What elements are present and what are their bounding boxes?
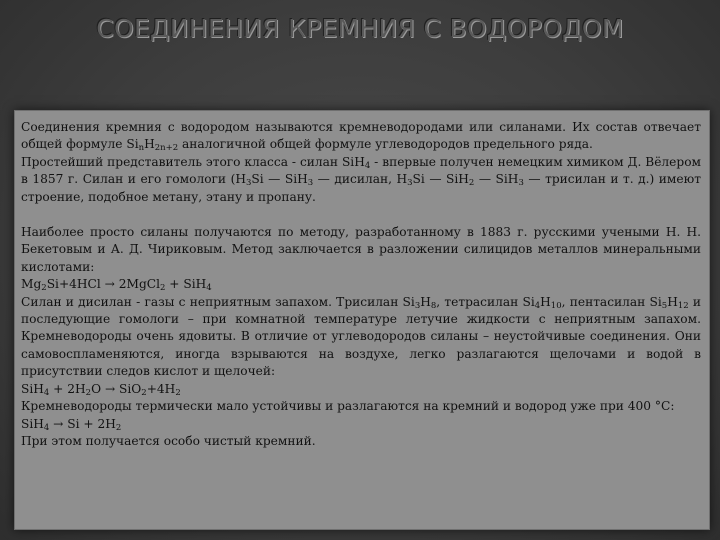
text-run: Mg <box>21 277 42 292</box>
subscript: 2 <box>175 387 181 398</box>
text-run: Si+4HCl → 2MgCl <box>46 277 160 292</box>
paragraph-definition <box>21 119 701 154</box>
text-run: H <box>420 294 431 309</box>
text-run: Силан и дисилан - газы с неприятным запахом. Трисилан Si <box>21 294 415 309</box>
text-run: Si — SiH <box>251 172 308 187</box>
subscript: 2 <box>468 178 475 189</box>
subscript: 2 <box>115 422 122 433</box>
subscript: 4 <box>206 283 212 294</box>
paragraph-silane-history <box>21 154 701 206</box>
text-run: H <box>540 294 551 309</box>
text-run: Соединения кремния с водородом называются кремневодородами или силанами. Их состав отвечает общей формуле Si <box>21 120 701 152</box>
slide-title: СОЕДИНЕНИЯ КРЕМНИЯ С ВОДОРОДОМ <box>96 14 624 43</box>
subscript: 4 <box>43 422 50 433</box>
text-run: - впервые получен немецким химиком Д. Вёлером в 1857 г. Силан и его гомологи (H <box>21 154 702 187</box>
text-run: O → SiO <box>91 381 142 396</box>
subscript: 3 <box>245 178 252 189</box>
equation-decomposition <box>21 416 701 433</box>
text-run: H <box>144 137 155 152</box>
subscript: n <box>138 143 145 154</box>
subscript: 4 <box>534 300 541 311</box>
body-text <box>21 119 701 450</box>
text-run: — SiH <box>474 172 519 187</box>
text-run: и последующие гомологи – при комнатной температуре летучие жидкости с неприятным запахом. Кремневодороды очень ядовиты. В отличие от углеводородов силаны – неустойчивые соединения. Они самовоспламеняются, иногда взрываются на воздухе, легко разлагаются щелочами и водой в присутствии следов кислот и щелочей: <box>21 294 702 379</box>
subscript: 5 <box>661 300 668 311</box>
text-run: SiH <box>21 381 44 396</box>
text-run: Простейший представитель этого класса - силан SiH <box>21 154 365 169</box>
text-run: — дисилан, H <box>313 172 408 187</box>
subscript: 2 <box>160 283 166 294</box>
text-run: SiH <box>21 416 44 431</box>
subscript: 8 <box>430 300 437 311</box>
paragraph-method: Наиболее просто силаны получаются по методу, разработанному в 1883 г. русскими учеными Н. Н. Бекетовым и А. Д. Чириковым. Метод заключается в разложении силицидов металлов минеральными кислотами: <box>21 225 701 274</box>
subscript: 2 <box>141 387 147 398</box>
subscript: 4 <box>364 160 371 171</box>
subscript: 3 <box>518 178 524 189</box>
text-run: → Si + 2H <box>49 416 116 431</box>
paragraph-gap <box>21 206 701 224</box>
subscript: 4 <box>43 387 50 398</box>
subscript: 2 <box>85 387 92 398</box>
subscript: 3 <box>407 178 413 189</box>
paragraph-properties <box>21 294 701 381</box>
subscript: 12 <box>677 300 689 311</box>
text-run: , тетрасилан Si <box>436 294 535 309</box>
subscript: 2n+2 <box>154 143 179 154</box>
paragraph-conclusion: При этом получается особо чистый кремний. <box>21 433 316 448</box>
text-run: + 2H <box>49 381 86 396</box>
subscript: 3 <box>307 178 314 189</box>
content-box <box>14 110 710 530</box>
subscript: 2 <box>41 283 47 294</box>
text-run: Si — SiH <box>412 172 469 187</box>
text-run: H <box>667 294 678 309</box>
text-run: +4H <box>146 381 176 396</box>
text-run: — трисилан и т. д.) имеют строение, подобное метану, этану и пропану. <box>21 172 701 204</box>
paragraph-thermal: Кремневодороды термически мало устойчивы и разлагаются на кремний и водород уже при 400 °С: <box>21 399 675 414</box>
text-run: , пентасилан Si <box>561 294 662 309</box>
text-run: + SiH <box>165 277 207 292</box>
equation-hydrolysis <box>21 381 701 398</box>
equation-synthesis <box>21 276 701 293</box>
subscript: 3 <box>414 300 421 311</box>
text-run: аналогичной общей формуле углеводородов предельного ряда. <box>178 137 593 152</box>
subscript: 10 <box>550 300 562 311</box>
